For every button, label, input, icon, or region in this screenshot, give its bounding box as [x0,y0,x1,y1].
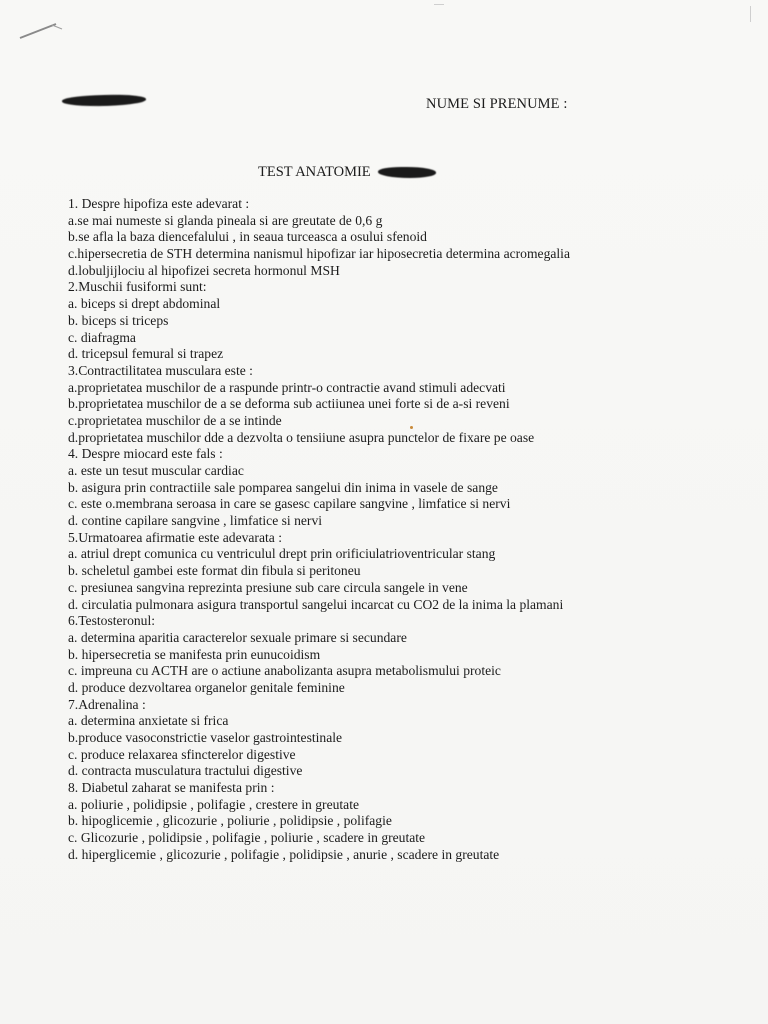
answer-option: d. produce dezvoltarea organelor genitale feminine [68,679,345,695]
answer-option: c. este o.membrana seroasa in care se gasesc capilare sangvine , limfatice si nervi [68,496,511,512]
question-block [68,363,708,446]
test-title: TEST ANATOMIE [258,164,371,180]
answer-option: d. contracta musculatura tractului digestive [68,763,303,779]
question-block [68,446,708,529]
answer-option: c. impreuna cu ACTH are o actiune anabolizanta asupra metabolismului proteic [68,663,501,679]
question-text: 6.Testosteronul: [68,613,156,629]
answer-option: b.se afla la baza diencefalului , in seaua turceasca a osului sfenoid [68,229,427,245]
question-block [68,780,708,863]
question-text: 2.Muschii fusiformi sunt: [68,279,207,295]
answer-option: c. presiunea sangvina reprezinta presiune sub care circula sangele in vene [68,579,468,595]
ink-speck [410,426,413,429]
answer-option: c. produce relaxarea sfincterelor digestive [68,746,296,762]
question-text: 5.Urmatoarea afirmatie este adevarata : [68,529,282,545]
answer-option: d.lobuljijlociu al hipofizei secreta hormonul MSH [68,262,340,278]
scan-speck [434,4,444,5]
answer-option: a. determina aparitia caracterelor sexuale primare si secundare [68,629,407,645]
answer-option: b.proprietatea muschilor de a se deforma sub actiiunea unei forte si de a-si reveni [68,396,510,412]
answer-option: d.proprietatea muschilor dde a dezvolta o tensiiune asupra punctelor de fixare pe oase [68,429,535,445]
answer-option: d. tricepsul femural si trapez [68,346,224,362]
answer-option: a.proprietatea muschilor de a raspunde printr-o contractie avand stimuli adecvati [68,379,506,395]
redacted-mark-title [378,167,436,178]
question-block [68,613,708,696]
answer-option: c. Glicozurie , polidipsie , polifagie , poliurie , scadere in greutate [68,830,426,846]
answer-option: a.se mai numeste si glanda pineala si are greutate de 0,6 g [68,212,383,228]
answer-option: d. contine capilare sangvine , limfatice si nervi [68,513,323,529]
question-text: 7.Adrenalina : [68,696,146,712]
question-block [68,530,708,613]
answer-option: a. este un tesut muscular cardiac [68,463,244,478]
answer-option: a. poliurie , polidipsie , polifagie , crestere in greutate [68,796,360,812]
answer-option: b. asigura prin contractiile sale pomparea sangelui din inima in vasele de sange [68,479,498,495]
scan-speck [750,6,751,22]
answer-option: c.proprietatea muschilor de a se intinde [68,412,282,428]
answer-option: c. diafragma [68,329,136,345]
answer-option: a. atriul drept comunica cu ventriculul drept prin orificiulatrioventricular stang [68,546,496,562]
answer-option: d. hiperglicemie , glicozurie , polifagie , polidipsie , anurie , scadere in greutate [68,846,500,862]
question-block [68,196,708,279]
question-text: 1. Despre hipofiza este adevarat : [68,196,250,211]
name-field-label: NUME SI PRENUME : [426,96,568,112]
answer-option: b. hipersecretia se manifesta prin eunucoidism [68,646,321,662]
answer-option: b.produce vasoconstrictie vaselor gastrointestinale [68,730,343,745]
answer-option: a. determina anxietate si frica [68,713,229,729]
question-text: 8. Diabetul zaharat se manifesta prin : [68,780,275,796]
answer-option: a. biceps si drept abdominal [68,296,221,312]
question-text: 3.Contractilitatea musculara este : [68,362,253,378]
question-text: 4. Despre miocard este fals : [68,446,223,462]
answer-option: d. circulatia pulmonara asigura transportul sangelui incarcat cu CO2 de la inima la plamani [68,596,564,612]
question-block [68,697,708,780]
answer-option: b. hipoglicemie , glicozurie , poliurie , polidipsie , polifagie [68,813,392,829]
answer-option: b. scheletul gambei este format din fibula si peritoneu [68,563,361,579]
question-block [68,279,708,362]
staple-mark [16,20,64,42]
redacted-mark-top [62,94,146,108]
answer-option: b. biceps si triceps [68,312,169,328]
answer-option: c.hipersecretia de STH determina nanismul hipofizar iar hiposecretia determina acromegalia [68,246,570,262]
questions-list [68,196,708,864]
